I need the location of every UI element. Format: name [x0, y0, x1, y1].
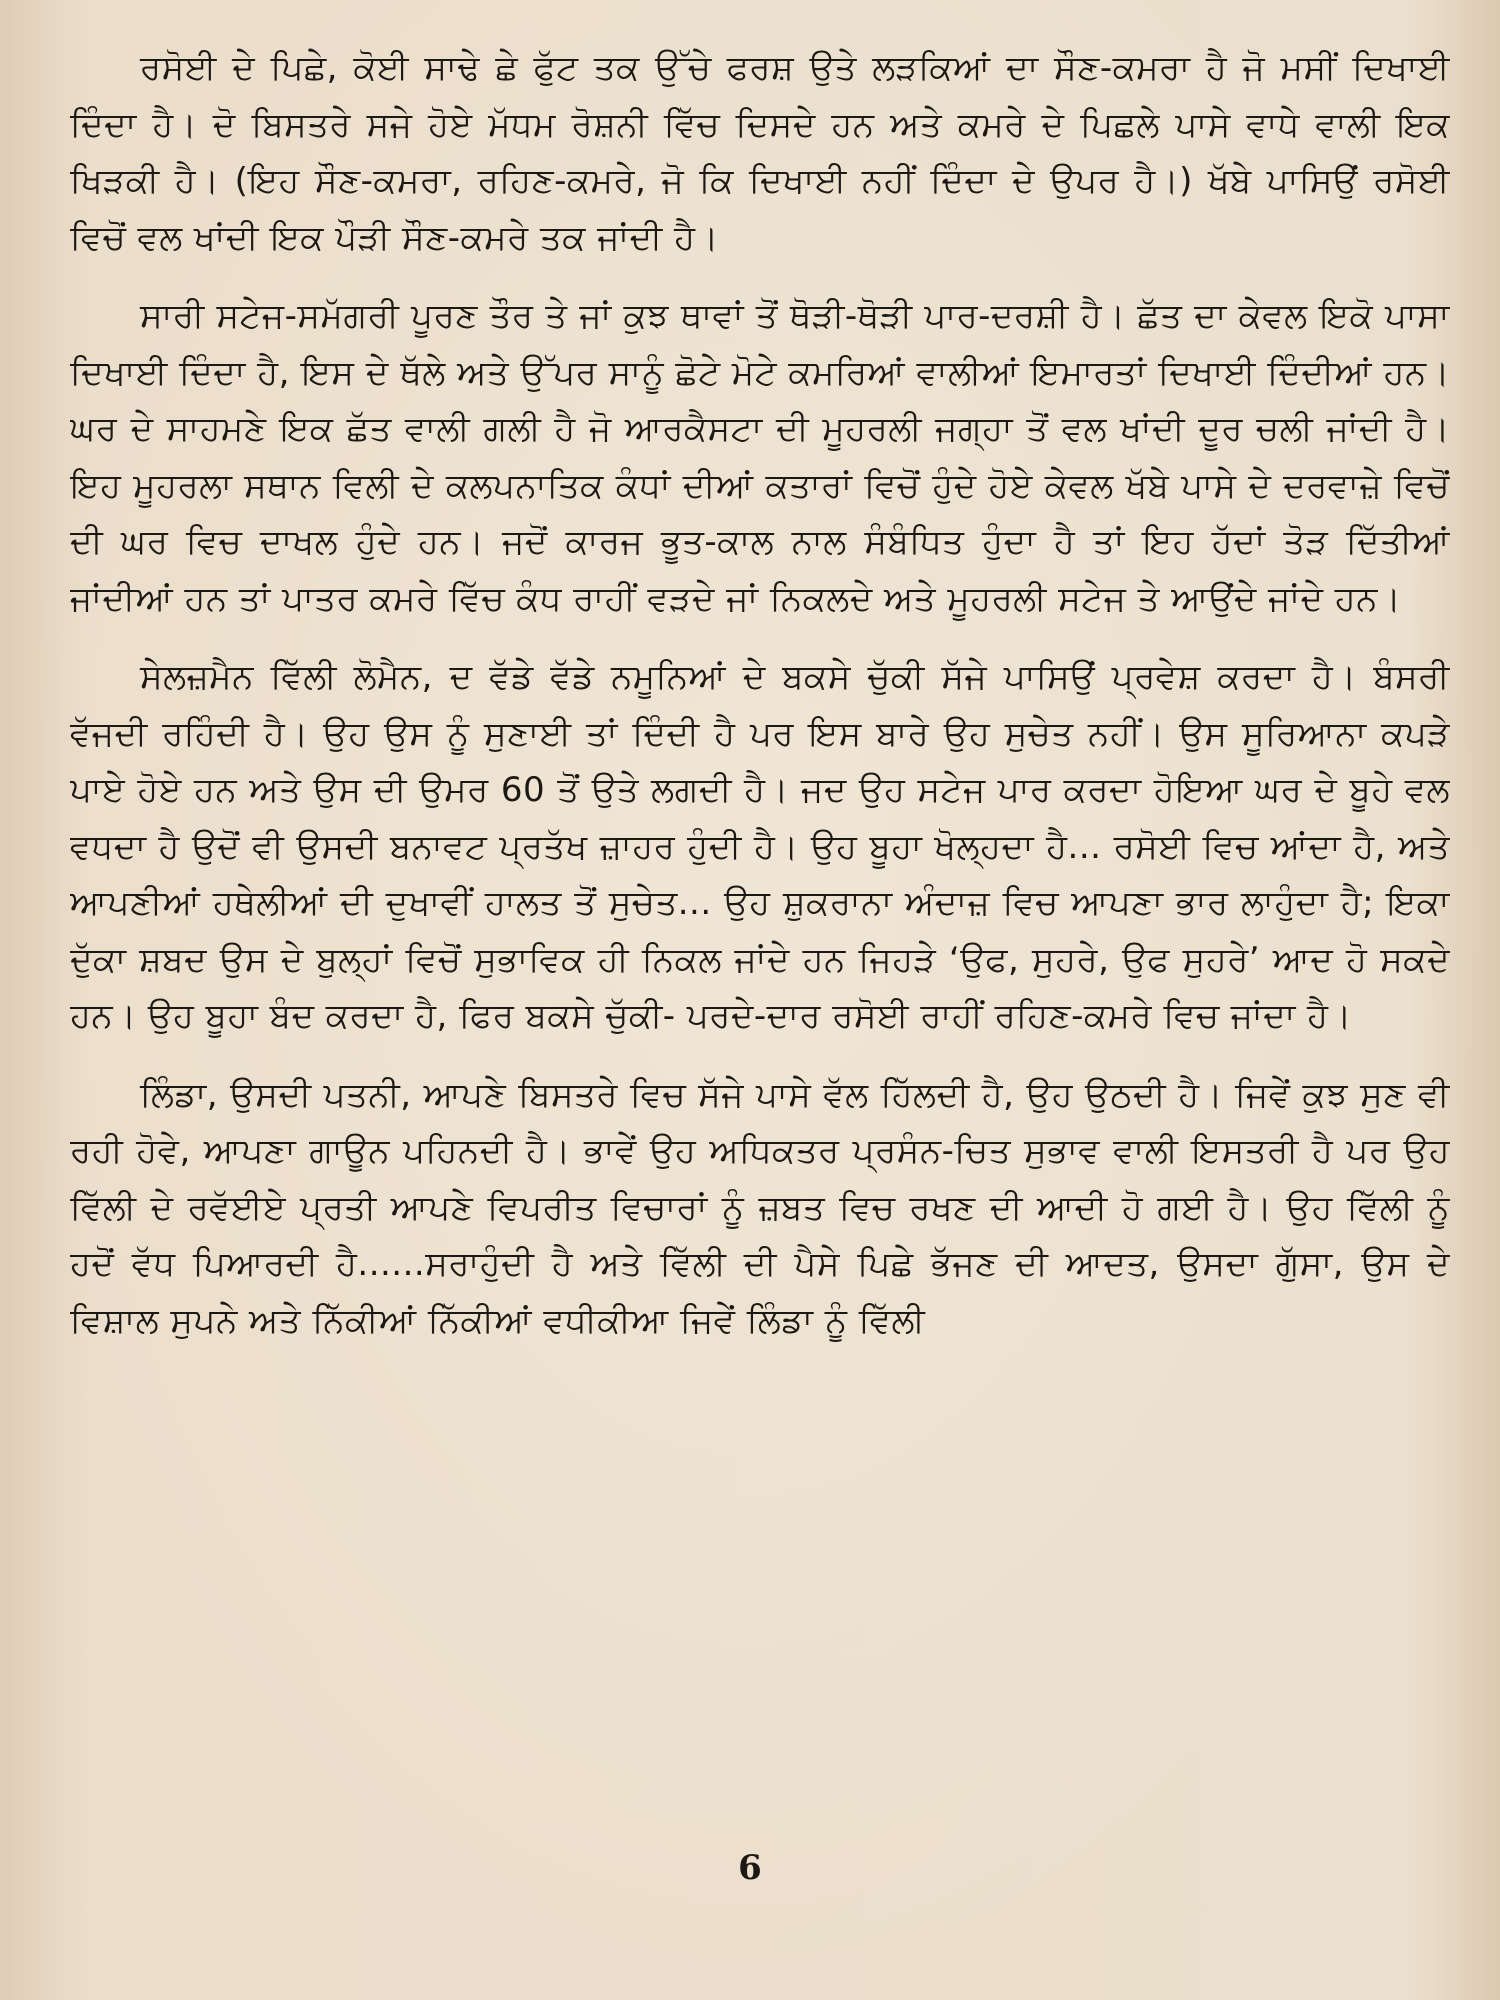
paragraph-4: ਲਿੰਡਾ, ਉਸਦੀ ਪਤਨੀ, ਆਪਣੇ ਬਿਸਤਰੇ ਵਿਚ ਸੱਜੇ ਪਾਸੇ ਵੱਲ ਹਿੱਲਦੀ ਹੈ, ਉਹ ਉਠਦੀ ਹੈ। ਜਿਵੇਂ ਕੁਝ ਸੁਣ ਵੀ ਰਹੀ ਹੋਵੇ, ਆਪਣਾ ਗਾਊਨ ਪਹਿਨਦੀ ਹੈ। ਭਾਵੇਂ ਉਹ ਅਧਿਕਤਰ ਪ੍ਰਸੰਨ-ਚਿਤ ਸੁਭਾਵ ਵਾਲੀ ਇਸਤਰੀ ਹੈ ਪਰ ਉਹ ਵਿੱਲੀ ਦੇ ਰਵੱਈਏ ਪ੍ਰਤੀ ਆਪਣੇ ਵਿਪਰੀਤ ਵਿਚਾਰਾਂ ਨੂੰ ਜ਼ਬਤ ਵਿਚ ਰਖਣ ਦੀ ਆਦੀ ਹੋ ਗਈ ਹੈ। ਉਹ ਵਿੱਲੀ ਨੂੰ ਹਦੋਂ ਵੱਧ ਪਿਆਰਦੀ ਹੈ......ਸਰਾਹੁੰਦੀ ਹੈ ਅਤੇ ਵਿੱਲੀ ਦੀ ਪੈਸੇ ਪਿਛੇ ਭੱਜਣ ਦੀ ਆਦਤ, ਉਸਦਾ ਗੁੱਸਾ, ਉਸ ਦੇ ਵਿਸ਼ਾਲ ਸੁਪਨੇ ਅਤੇ ਨਿੱਕੀਆਂ ਨਿੱਕੀਆਂ ਵਧੀਕੀਆ ਜਿਵੇਂ ਲਿੰਡਾ ਨੂੰ ਵਿੱਲੀ — [70, 1074, 1450, 1341]
paragraph-1: ਰਸੋਈ ਦੇ ਪਿਛੇ, ਕੋਈ ਸਾਢੇ ਛੇ ਫੁੱਟ ਤਕ ਉੱਚੇ ਫਰਸ਼ ਉਤੇ ਲੜਕਿਆਂ ਦਾ ਸੌਣ-ਕਮਰਾ ਹੈ ਜੋ ਮਸੀਂ ਦਿਖਾਈ ਦਿੰਦਾ ਹੈ। ਦੋ ਬਿਸਤਰੇ ਸਜੇ ਹੋਏ ਮੱਧਮ ਰੋਸ਼ਨੀ ਵਿੱਚ ਦਿਸਦੇ ਹਨ ਅਤੇ ਕਮਰੇ ਦੇ ਪਿਛਲੇ ਪਾਸੇ ਵਾਧੇ ਵਾਲੀ ਇਕ ਖਿੜਕੀ ਹੈ। (ਇਹ ਸੌਣ-ਕਮਰਾ, ਰਹਿਣ-ਕਮਰੇ, ਜੋ ਕਿ ਦਿਖਾਈ ਨਹੀਂ ਦਿੰਦਾ ਦੇ ਉਪਰ ਹੈ।) ਖੱਬੇ ਪਾਸਿਉਂ ਰਸੋਈ ਵਿਚੋਂ ਵਲ ਖਾਂਦੀ ਇਕ ਪੌੜੀ ਸੌਣ-ਕਮਰੇ ਤਕ ਜਾਂਦੀ ਹੈ। — [70, 48, 1450, 258]
page-number: 6 — [738, 1848, 762, 1888]
body-text — [70, 40, 1450, 1840]
paragraph-3: ਸੇਲਜ਼ਮੈਨ ਵਿੱਲੀ ਲੋਮੈਨ, ਦ ਵੱਡੇ ਵੱਡੇ ਨਮੂਨਿਆਂ ਦੇ ਬਕਸੇ ਚੁੱਕੀ ਸੱਜੇ ਪਾਸਿਉਂ ਪ੍ਰਵੇਸ਼ ਕਰਦਾ ਹੈ। ਬੰਸਰੀ ਵੱਜਦੀ ਰਹਿੰਦੀ ਹੈ। ਉਹ ਉਸ ਨੂੰ ਸੁਣਾਈ ਤਾਂ ਦਿੰਦੀ ਹੈ ਪਰ ਇਸ ਬਾਰੇ ਉਹ ਸੁਚੇਤ ਨਹੀਂ। ਉਸ ਸੂਰਿਆਨਾ ਕਪੜੇ ਪਾਏ ਹੋਏ ਹਨ ਅਤੇ ਉਸ ਦੀ ਉਮਰ 60 ਤੋਂ ਉਤੇ ਲਗਦੀ ਹੈ। ਜਦ ਉਹ ਸਟੇਜ ਪਾਰ ਕਰਦਾ ਹੋਇਆ ਘਰ ਦੇ ਬੂਹੇ ਵਲ ਵਧਦਾ ਹੈ ਉਦੋਂ ਵੀ ਉਸਦੀ ਬਨਾਵਟ ਪ੍ਰਤੱਖ ਜ਼ਾਹਰ ਹੁੰਦੀ ਹੈ। ਉਹ ਬੂਹਾ ਖੋਲ੍ਹਦਾ ਹੈ... ਰਸੋਈ ਵਿਚ ਆਂਦਾ ਹੈ, ਅਤੇ ਆਪਣੀਆਂ ਹਥੇਲੀਆਂ ਦੀ ਦੁਖਾਵੀਂ ਹਾਲਤ ਤੋਂ ਸੁਚੇਤ... ਉਹ ਸ਼ੁਕਰਾਨਾ ਅੰਦਾਜ਼ ਵਿਚ ਆਪਣਾ ਭਾਰ ਲਾਹੁੰਦਾ ਹੈ; ਇਕਾ ਦੁੱਕਾ ਸ਼ਬਦ ਉਸ ਦੇ ਬੁਲ੍ਹਾਂ ਵਿਚੋਂ ਸੁਭਾਵਿਕ ਹੀ ਨਿਕਲ ਜਾਂਦੇ ਹਨ ਜਿਹੜੇ ‘ਉਫ, ਸੁਹਰੇ, ਉਫ ਸੁਹਰੇ’ ਆਦ ਹੋ ਸਕਦੇ ਹਨ। ਉਹ ਬੂਹਾ ਬੰਦ ਕਰਦਾ ਹੈ, ਫਿਰ ਬਕਸੇ ਚੁੱਕੀ- ਪਰਦੇ-ਦਾਰ ਰਸੋਈ ਰਾਹੀਂ ਰਹਿਣ-ਕਮਰੇ ਵਿਚ ਜਾਂਦਾ ਹੈ। — [70, 657, 1450, 1036]
paragraph-2: ਸਾਰੀ ਸਟੇਜ-ਸਮੱਗਰੀ ਪੂਰਣ ਤੌਰ ਤੇ ਜਾਂ ਕੁਝ ਥਾਵਾਂ ਤੋਂ ਥੋੜੀ-ਥੋੜੀ ਪਾਰ-ਦਰਸ਼ੀ ਹੈ। ਛੱਤ ਦਾ ਕੇਵਲ ਇਕੋ ਪਾਸਾ ਦਿਖਾਈ ਦਿੰਦਾ ਹੈ, ਇਸ ਦੇ ਥੱਲੇ ਅਤੇ ਉੱਪਰ ਸਾਨੂੰ ਛੋਟੇ ਮੋਟੇ ਕਮਰਿਆਂ ਵਾਲੀਆਂ ਇਮਾਰਤਾਂ ਦਿਖਾਈ ਦਿੰਦੀਆਂ ਹਨ। ਘਰ ਦੇ ਸਾਹਮਣੇ ਇਕ ਛੱਤ ਵਾਲੀ ਗਲੀ ਹੈ ਜੋ ਆਰਕੈਸਟਾ ਦੀ ਮੂਹਰਲੀ ਜਗ੍ਹਾ ਤੋਂ ਵਲ ਖਾਂਦੀ ਦੂਰ ਚਲੀ ਜਾਂਦੀ ਹੈ। ਇਹ ਮੂਹਰਲਾ ਸਥਾਨ ਵਿਲੀ ਦੇ ਕਲਪਨਾਤਿਕ ਕੰਧਾਂ ਦੀਆਂ ਕਤਾਰਾਂ ਵਿਚੋਂ ਹੁੰਦੇ ਹੋਏ ਕੇਵਲ ਖੱਬੇ ਪਾਸੇ ਦੇ ਦਰਵਾਜ਼ੇ ਵਿਚੋਂ ਦੀ ਘਰ ਵਿਚ ਦਾਖਲ ਹੁੰਦੇ ਹਨ। ਜਦੋਂ ਕਾਰਜ ਭੂਤ-ਕਾਲ ਨਾਲ ਸੰਬੰਧਿਤ ਹੁੰਦਾ ਹੈ ਤਾਂ ਇਹ ਹੱਦਾਂ ਤੋੜ ਦਿੱਤੀਆਂ ਜਾਂਦੀਆਂ ਹਨ ਤਾਂ ਪਾਤਰ ਕਮਰੇ ਵਿੱਚ ਕੰਧ ਰਾਹੀਂ ਵੜਦੇ ਜਾਂ ਨਿਕਲਦੇ ਅਤੇ ਮੂਹਰਲੀ ਸਟੇਜ ਤੇ ਆਉਂਦੇ ਜਾਂਦੇ ਹਨ। — [70, 296, 1450, 619]
